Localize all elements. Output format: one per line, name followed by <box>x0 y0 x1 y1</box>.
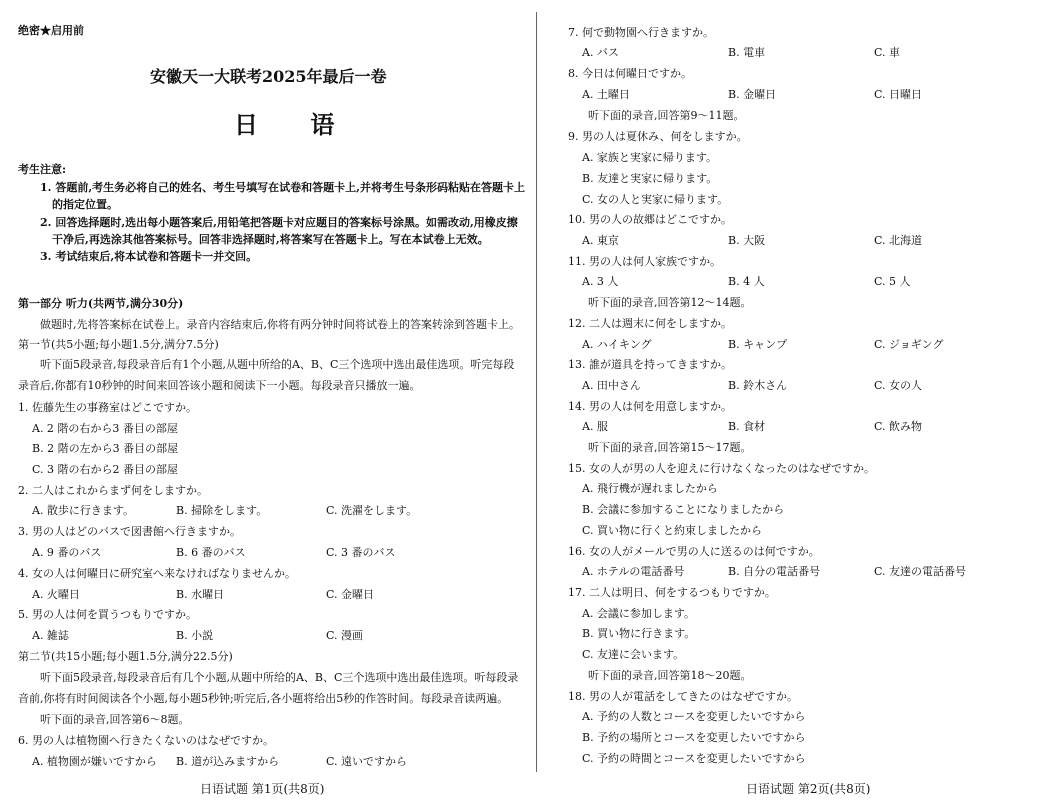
listen-instruction: 听下面的录音,回答第18～20题。 <box>588 669 752 682</box>
exam-page-2 <box>540 0 1062 800</box>
option-9c: C. 女の人と実家に帰ります。 <box>582 193 729 206</box>
part1-intro: 做题时,先将答案标在试卷上。录音内容结束后,你将有两分钟时间将试卷上的答案转涂到答题卡上。 <box>40 318 520 331</box>
option-7b: B. 電車 <box>728 46 766 59</box>
option-13b: B. 鈴木さん <box>728 379 788 392</box>
option-4a: A. 火曜日 <box>32 588 80 601</box>
option-2b: B. 掃除をします。 <box>176 504 268 517</box>
option-1b: B. 2 階の左から3 番目の部屋 <box>32 442 179 455</box>
option-14b: B. 食材 <box>728 420 766 433</box>
option-16b: B. 自分の電話番号 <box>728 565 821 578</box>
option-5a: A. 雑誌 <box>32 629 69 642</box>
option-5b: B. 小説 <box>176 629 214 642</box>
listen-instruction: 听下面的录音,回答第9～11题。 <box>588 109 745 122</box>
section2-intro: 听下面5段录音,每段录音后有几个小题,从题中所给的A、B、C三个选项中选出最佳选项。听每段录 <box>40 671 519 684</box>
option-17c: C. 友達に会います。 <box>582 648 685 661</box>
option-17b: B. 買い物に行きます。 <box>582 627 696 640</box>
option-11a: A. 3 人 <box>582 275 619 288</box>
question-5: 5. 男の人は何を買うつもりですか。 <box>18 608 197 621</box>
question-4: 4. 女の人は何曜日に研究室へ来なければなりませんか。 <box>18 567 296 580</box>
listen-instruction: 听下面的录音,回答第6～8题。 <box>40 713 190 726</box>
listen-instruction: 听下面的录音,回答第12～14题。 <box>588 296 752 309</box>
section2-intro: 音前,你将有时间阅读各个小题,每小题5秒钟;听完后,各小题将给出5秒的作答时间。每段录音读两遍。 <box>18 692 509 705</box>
notice-line: 的指定位置。 <box>52 198 118 211</box>
option-16c: C. 友達の電話番号 <box>874 565 967 578</box>
option-16a: A. ホテルの電話番号 <box>582 565 685 578</box>
option-7a: A. バス <box>582 46 619 59</box>
option-8a: A. 土曜日 <box>582 88 630 101</box>
option-15b: B. 会議に参加することになりましたから <box>582 503 785 516</box>
question-17: 17. 二人は明日、何をするつもりですか。 <box>568 586 776 599</box>
question-3: 3. 男の人はどのバスで図書館へ行きますか。 <box>18 525 241 538</box>
notice-line: 1. 答题前,考生务必将自己的姓名、考生号填写在试卷和答题卡上,并将考生号条形码粘贴在答题卡上 <box>40 181 525 194</box>
option-10c: C. 北海道 <box>874 234 923 247</box>
option-17a: A. 会議に参加します。 <box>582 607 696 620</box>
question-9: 9. 男の人は夏休み、何をしますか。 <box>568 130 748 143</box>
question-6: 6. 男の人は植物園へ行きたくないのはなぜですか。 <box>18 734 274 747</box>
option-9a: A. 家族と実家に帰ります。 <box>582 151 718 164</box>
question-12: 12. 二人は週末に何をしますか。 <box>568 317 732 330</box>
notice-line: 干净后,再选涂其他答案标号。回答非选择题时,将答案写在答题卡上。写在本试卷上无效。 <box>52 233 489 246</box>
option-9b: B. 友達と実家に帰ります。 <box>582 172 718 185</box>
question-8: 8. 今日は何曜日ですか。 <box>568 67 692 80</box>
option-2c: C. 洗濯をします。 <box>326 504 418 517</box>
option-18b: B. 予約の場所とコースを変更したいですから <box>582 731 806 744</box>
option-6a: A. 植物園が嫌いですから <box>32 755 157 768</box>
option-13c: C. 女の人 <box>874 379 923 392</box>
option-18c: C. 予約の時間とコースを変更したいですから <box>582 752 806 765</box>
question-2: 2. 二人はこれからまず何をしますか。 <box>18 484 208 497</box>
option-10b: B. 大阪 <box>728 234 766 247</box>
question-7: 7. 何で動物園へ行きますか。 <box>568 26 714 39</box>
option-5c: C. 漫画 <box>326 629 364 642</box>
option-11b: B. 4 人 <box>728 275 765 288</box>
question-14: 14. 男の人は何を用意しますか。 <box>568 400 732 413</box>
exam-page-1 <box>0 0 530 800</box>
option-8c: C. 日曜日 <box>874 88 923 101</box>
question-15: 15. 女の人が男の人を迎えに行けなくなったのはなぜですか。 <box>568 462 875 475</box>
option-10a: A. 東京 <box>582 234 619 247</box>
option-1a: A. 2 階の右から3 番目の部屋 <box>32 422 178 435</box>
subject-title: 日 语 <box>234 110 357 139</box>
option-15c: C. 買い物に行くと約束しましたから <box>582 524 763 537</box>
option-6c: C. 遠いですから <box>326 755 408 768</box>
option-13a: A. 田中さん <box>582 379 641 392</box>
section1-intro: 听下面5段录音,每段录音后有1个小题,从题中所给的A、B、C三个选项中选出最佳选项。听完每段 <box>40 358 515 371</box>
option-6b: B. 道が込みますから <box>176 755 280 768</box>
option-12c: C. ジョギング <box>874 338 944 351</box>
page-footer: 日语试题 第2页(共8页) <box>746 782 871 796</box>
question-11: 11. 男の人は何人家族ですか。 <box>568 255 721 268</box>
option-4b: B. 水曜日 <box>176 588 225 601</box>
option-15a: A. 飛行機が遅れましたから <box>582 482 718 495</box>
column-divider <box>536 12 537 772</box>
part1-heading: 第一部分 听力(共两节,满分30分) <box>18 297 184 310</box>
option-4c: C. 金曜日 <box>326 588 375 601</box>
option-14a: A. 服 <box>582 420 608 433</box>
exam-title: 安徽天一大联考2025年最后一卷 <box>150 67 387 86</box>
option-12b: B. キャンプ <box>728 338 788 351</box>
option-1c: C. 3 階の右から2 番目の部屋 <box>32 463 179 476</box>
option-18a: A. 予約の人数とコースを変更したいですから <box>582 710 806 723</box>
option-3b: B. 6 番のバス <box>176 546 246 559</box>
option-7c: C. 車 <box>874 46 901 59</box>
section1-intro: 录音后,你都有10秒钟的时间来回答该小题和阅读下一小题。每段录音只播放一遍。 <box>18 379 421 392</box>
question-13: 13. 誰が道具を持ってきますか。 <box>568 358 732 371</box>
option-12a: A. ハイキング <box>582 338 652 351</box>
notice-line: 3. 考试结束后,将本试卷和答题卡一并交回。 <box>40 250 258 263</box>
section2-heading: 第二节(共15小题;每小题1.5分,满分22.5分) <box>18 650 233 663</box>
option-2a: A. 散歩に行きます。 <box>32 504 135 517</box>
question-1: 1. 佐藤先生の事務室はどこですか。 <box>18 401 197 414</box>
confidential-label: 绝密★启用前 <box>18 24 84 37</box>
notice-heading: 考生注意: <box>18 163 67 176</box>
question-10: 10. 男の人の故郷はどこですか。 <box>568 213 732 226</box>
option-8b: B. 金曜日 <box>728 88 777 101</box>
page-footer: 日语试题 第1页(共8页) <box>200 782 325 796</box>
listen-instruction: 听下面的录音,回答第15～17题。 <box>588 441 752 454</box>
option-11c: C. 5 人 <box>874 275 911 288</box>
option-3c: C. 3 番のバス <box>326 546 396 559</box>
question-16: 16. 女の人がメールで男の人に送るのは何ですか。 <box>568 545 820 558</box>
option-3a: A. 9 番のバス <box>32 546 102 559</box>
notice-line: 2. 回答选择题时,选出每小题答案后,用铅笔把答题卡对应题目的答案标号涂黑。如需改动,用橡皮擦 <box>40 216 518 229</box>
section1-heading: 第一节(共5小题;每小题1.5分,满分7.5分) <box>18 338 219 351</box>
question-18: 18. 男の人が電話をしてきたのはなぜですか。 <box>568 690 798 703</box>
option-14c: C. 飲み物 <box>874 420 923 433</box>
